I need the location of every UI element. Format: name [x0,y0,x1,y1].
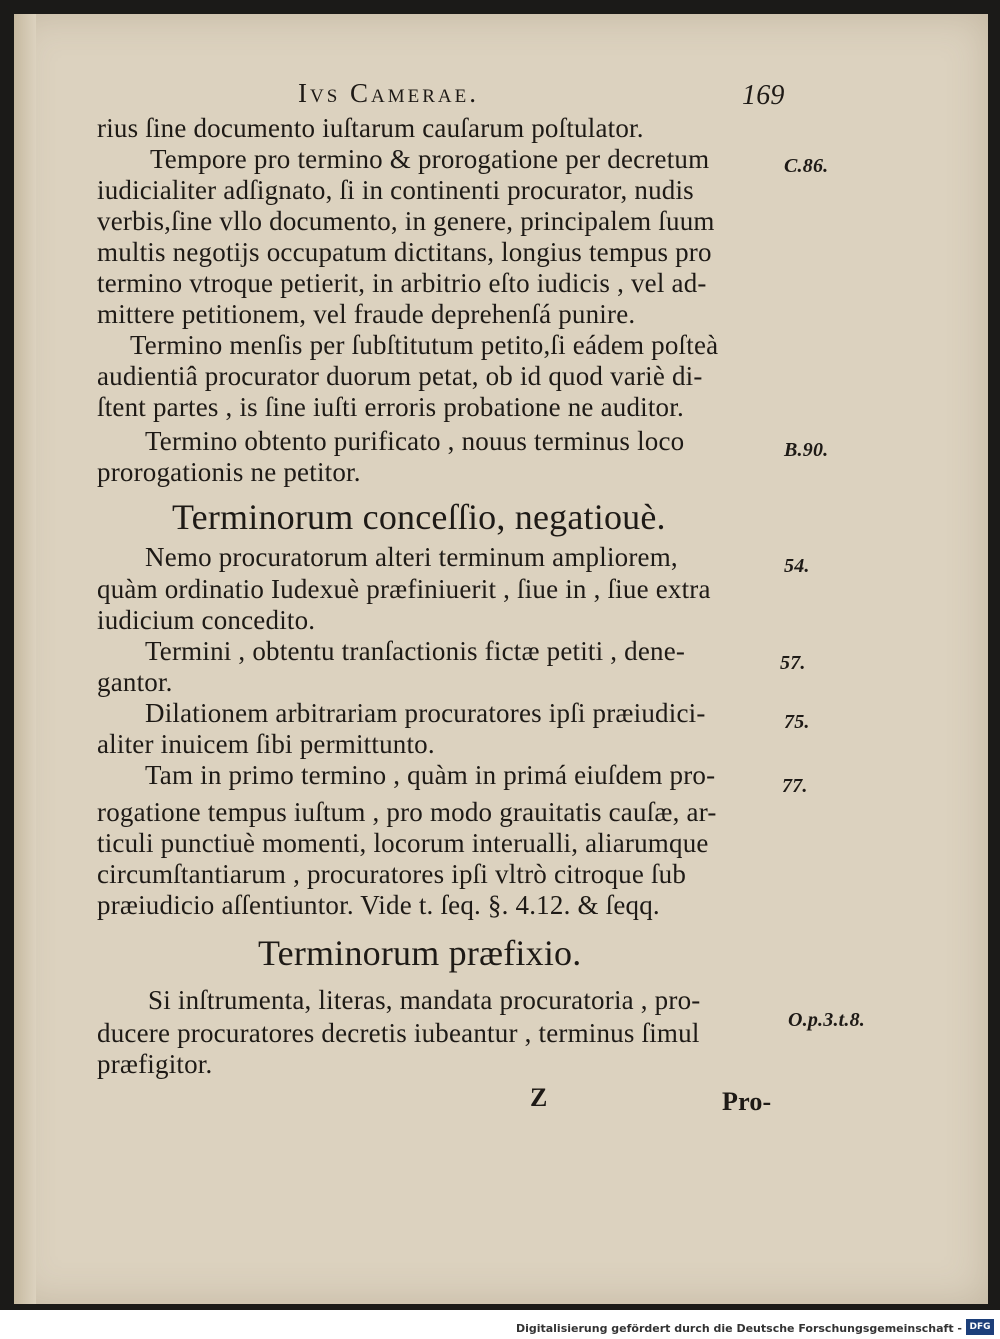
text-line: ticuli punctiuè momenti, locorum interualli, aliarumque [97,828,709,858]
text-line: rogatione tempus iuſtum , pro modo grauitatis cauſæ, ar- [97,797,717,827]
text-line: circumſtantiarum , procuratores ipſi vltrò citroque ſub [97,859,687,889]
text-line: Termino menſis per ſubſtitutum petito,ſi eádem poſteà [130,330,719,360]
section-heading: Terminorum præfixio. [258,933,582,973]
text-line: Tam in primo termino , quàm in primá eiuſdem pro- [145,760,716,790]
marginal-note: 57. [780,652,806,674]
signature-mark: Z [530,1083,548,1112]
text-line: præfigitor. [97,1049,213,1079]
page-number: 169 [742,80,785,111]
marginal-note: 54. [784,555,810,577]
text-line: gantor. [97,667,173,697]
text-line: Nemo procuratorum alteri terminum ampliorem, [145,542,678,572]
catchword: Pro- [722,1087,772,1116]
text-line: prorogationis ne petitor. [97,457,361,487]
page-gutter [14,14,36,1304]
text-line: Dilationem arbitrariam procuratores ipſi præiudici- [145,698,706,728]
text-line: Termini , obtentu tranſactionis fictæ petiti , dene- [145,636,686,666]
text-line: aliter inuicem ſibi permittunto. [97,729,435,759]
marginal-note: 77. [782,775,808,797]
text-line: audientiâ procurator duorum petat, ob id quod variè di- [97,361,703,391]
text-line: verbis,ſine vllo documento, in genere, principalem ſuum [97,206,715,236]
marginal-note: 75. [784,711,810,733]
section-heading: Terminorum conceſſio, negatiouè. [172,497,666,537]
text-line: ſtent partes , is ſine iuſti erroris probatione ne auditor. [97,392,684,422]
text-line: multis negotijs occupatum dictitans, longius tempus pro [97,237,712,267]
marginal-note: O.p.3.t.8. [788,1009,865,1031]
text-line: mittere petitionem, vel fraude deprehenſá punire. [97,299,636,329]
marginal-note: C.86. [784,155,829,177]
text-line: iudicium concedito. [97,605,316,635]
marginal-note: B.90. [784,439,829,461]
text-line: Termino obtento purificato , nouus terminus loco [145,426,685,456]
text-line: Si inſtrumenta, literas, mandata procuratoria , pro- [148,985,701,1015]
text-line: rius ſine documento iuſtarum cauſarum poſtulator. [97,113,644,143]
text-line: præiudicio aſſentiuntor. Vide t. ſeq. §. 4.12. & ſeqq. [97,890,660,920]
text-line: ducere procuratores decretis iubeantur , terminus ſimul [97,1018,700,1048]
text-line: quàm ordinatio Iudexuè præfiniuerit , ſiue in , ſiue extra [97,574,711,604]
text-line: termino vtroque petierit, in arbitrio eſto iudicis , vel ad- [97,268,707,298]
funding-credit: Digitalisierung gefördert durch die Deutsche Forschungsgemeinschaft - [515,1322,962,1335]
text-line: Tempore pro termino & prorogatione per decretum [150,144,710,174]
dfg-logo: DFG [966,1319,994,1335]
text-line: iudicialiter adſignato, ſi in continenti procurator, nudis [97,175,694,205]
running-head: Ivs Camerae. [298,78,480,108]
